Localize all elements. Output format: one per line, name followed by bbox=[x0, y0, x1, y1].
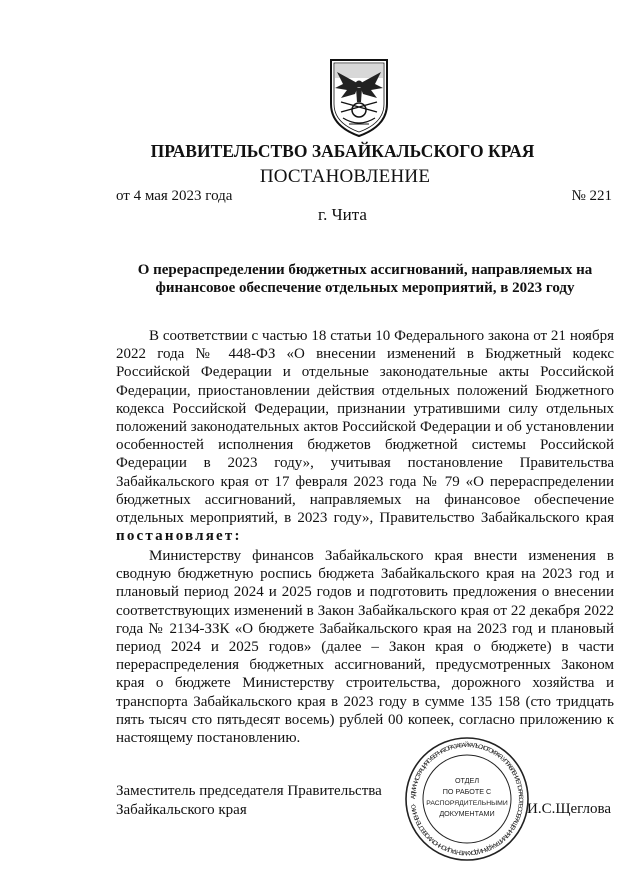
stamp-center-line-2: ПО РАБОТЕ С bbox=[442, 787, 492, 796]
official-stamp bbox=[403, 735, 531, 863]
signer-position bbox=[116, 782, 382, 819]
subject-line-2: финансовое обеспечение отдельных мероприятий, в 2023 году bbox=[155, 280, 575, 296]
operative-paragraph: Министерству финансов Забайкальского края внести изменения в сводную бюджетную роспись бюджета Забайкальского края на 2023 год и плановый период 2024 и 2025 годов и подготовить предложения о внесении соответствующих изменений в Закон Забайкальского края от 22 декабря 2022 года № 2134-ЗЗК «О бюджете Забайкальского края на 2023 год и плановый период 2024 и 2025 годов» (далее – Закон края о бюджете) в части перераспределения бюджетных ассигнований, предусмотренных Законом края о бюджете Министерству строительства, дорожного хозяйства и транспорта Забайкальского края в 2023 году в сумме 135 158 (сто тридцать пять тысяч сто пятьдесят восемь) рублей 00 копеек, согласно приложению к настоящему постановлению. bbox=[116, 548, 614, 747]
signer-position-line-1: Заместитель председателя Правительства bbox=[116, 783, 382, 799]
document-number: № 221 bbox=[571, 188, 612, 204]
subject-line-1: О перераспределении бюджетных ассигнований, направляемых на bbox=[137, 262, 593, 278]
government-title: ПРАВИТЕЛЬСТВО ЗАБАЙКАЛЬСКОГО КРАЯ bbox=[150, 141, 535, 161]
stamp-center-line-4: ДОКУМЕНТАМИ bbox=[439, 809, 495, 818]
stamp-ring-text: АДМИНИСТРАЦИЯ ГУБЕРНАТОРА ЗАБАЙКАЛЬСКОГО КРАЯ · УПРАВЛЕНИЕ ПО РАБОТЕ С ОБРАЩЕНИЯМИ ГРАЖДАН И ДОКУМЕНТАЦИОННОМУ ОБЕСПЕЧЕНИЮ · bbox=[409, 741, 525, 857]
document-type: ПОСТАНОВЛЕНИЕ bbox=[259, 166, 431, 187]
preamble-paragraph bbox=[116, 327, 614, 545]
document-subject bbox=[116, 261, 614, 297]
resolves-word: постановляет bbox=[116, 528, 235, 545]
document-date: от 4 мая 2023 года bbox=[116, 188, 233, 204]
document-city: г. Чита bbox=[318, 205, 367, 224]
stamp-center-line-1: ОТДЕЛ bbox=[454, 776, 480, 785]
stamp-center-line-3: РАСПОРЯДИТЕЛЬНЫМИ bbox=[426, 800, 508, 807]
resolves-colon: : bbox=[234, 528, 242, 545]
coat-of-arms-emblem bbox=[323, 54, 395, 138]
signer-position-line-2: Забайкальского края bbox=[116, 801, 247, 818]
preamble-text: В соответствии с частью 18 статьи 10 Федерального закона от 21 ноября 2022 года № 448-ФЗ «О внесении изменений в Бюджетный кодекс Российской Федерации и отдельные законодательные акты Российской Федерации, приостановлении действия отдельных положений Бюджетного кодекса Российской Федерации, признании утратившими силу отдельных положений законодательных актов Российской Федерации и об установлении особенностей исполнения бюджетов бюджетной системы Российской Федерации в 2023 году», учитывая постановление Правительства Забайкальского края от 17 февраля 2023 года № 79 «О перераспределении бюджетных ассигнований, направляемых на финансовое обеспечение отдельных мероприятий, в 2023 году», Правительство Забайкальского края bbox=[116, 328, 614, 527]
signer-name: И.С.Щеглова bbox=[527, 801, 612, 817]
